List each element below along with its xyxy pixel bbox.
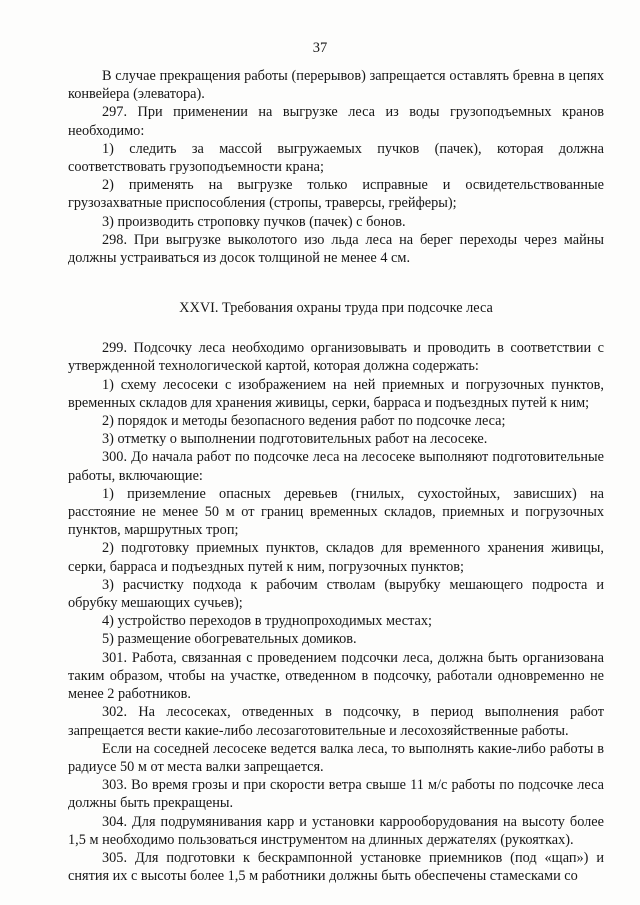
list-item: 4) устройство переходов в труднопроходимых местах; bbox=[102, 613, 432, 630]
list-item: 3) производить строповку пучков (пачек) с бонов. bbox=[102, 213, 406, 230]
paragraph-297: 297. При применении на выгрузке леса из воды грузоподъемных кранов необходимо: bbox=[68, 104, 604, 139]
paragraph-303: 303. Во время грозы и при скорости ветра свыше 11 м/с работы по подсочке леса должны быть прекращены. bbox=[68, 777, 604, 812]
paragraph-302: 302. На лесосеках, отведенных в подсочку, в период выполнения работ запрещается вести какие-либо лесозаготовительные и лесохозяйственные работы. bbox=[68, 704, 604, 739]
list-item: 5) размещение обогревательных домиков. bbox=[102, 631, 357, 648]
paragraph: В случае прекращения работы (перерывов) запрещается оставлять бревна в цепях конвейера (элеватора). bbox=[68, 68, 604, 103]
paragraph-305: 305. Для подготовки к бескрампонной установке приемников (под «щап») и снятия их с высоты более 1,5 м работники должны быть обеспечены стамесками со bbox=[68, 849, 604, 885]
list-item: 2) применять на выгрузке только исправные и освидетельствованные грузозахватные приспособления (стропы, траверсы, грейферы); bbox=[68, 177, 604, 212]
list-item: 2) порядок и методы безопасного ведения работ по подсочке леса; bbox=[102, 413, 506, 430]
list-item: 1) схему лесосеки с изображением на ней приемных и погрузочных пунктов, временных складов для хранения живицы, серки, барраса и подъездных путей к ним; bbox=[68, 376, 604, 411]
list-item: 1) приземление опасных деревьев (гнилых, сухостойных, зависших) на расстояние не менее 50 м от границ временных складов, приемных и погрузочных пунктов, маршрутных троп; bbox=[68, 485, 604, 539]
list-item: 1) следить за массой выгружаемых пучков (пачек), которая должна соответствовать грузоподъемности крана; bbox=[68, 140, 604, 176]
paragraph: Если на соседней лесосеке ведется валка леса, то выполнять какие-либо работы в радиусе 50 м от места валки запрещается. bbox=[68, 740, 604, 775]
list-item: 3) отметку о выполнении подготовительных работ на лесосеке. bbox=[102, 431, 488, 448]
paragraph-304: 304. Для подрумянивания карр и установки каррооборудования на высоту более 1,5 м необходимо пользоваться инструментом на длинных держателях (рукоятках). bbox=[68, 813, 604, 848]
section-heading: XXVI. Требования охраны труда при подсочке леса bbox=[179, 300, 493, 317]
paragraph-299: 299. Подсочку леса необходимо организовывать и проводить в соответствии с утвержденной технологической картой, которая должна содержать: bbox=[68, 340, 604, 375]
paragraph-298: 298. При выгрузке выколотого изо льда леса на берег переходы через майны должны устраиваться из досок толщиной не менее 4 см. bbox=[68, 231, 604, 267]
paragraph-301: 301. Работа, связанная с проведением подсочки леса, должна быть организована таким образом, чтобы на участке, отведенном в подсочку, работали одновременно не менее 2 работников. bbox=[68, 649, 604, 703]
paragraph-300: 300. До начала работ по подсочке леса на лесосеке выполняют подготовительные работы, включающие: bbox=[68, 449, 604, 484]
page-number: 37 bbox=[312, 40, 328, 56]
document-body bbox=[68, 67, 604, 885]
list-item: 3) расчистку подхода к рабочим стволам (вырубку мешающего подроста и обрубку мешающих сучьев); bbox=[68, 576, 604, 612]
list-item: 2) подготовку приемных пунктов, складов для временного хранения живицы, серки, барраса и подъездных путей к ним, погрузочных пунктов; bbox=[68, 540, 604, 575]
